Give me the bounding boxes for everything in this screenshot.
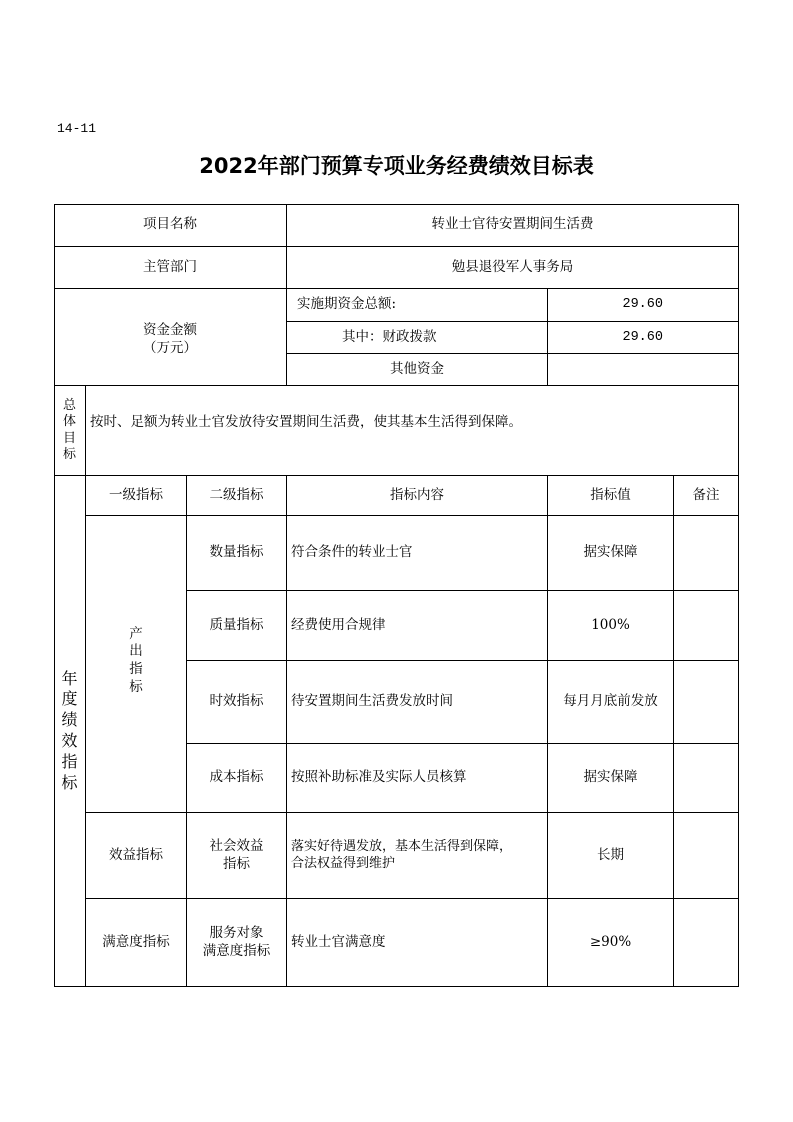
benefit-level1: 效益指标 [86,813,187,899]
row-content: 符合条件的转业士官 [287,516,548,591]
funds-total-label: 实施期资金总额: [287,289,548,322]
row-value: 每月月底前发放 [548,661,674,744]
overall-goal-label: 总 体 目 标 [54,386,86,476]
project-name-value: 转业士官待安置期间生活费 [287,204,739,247]
row-remark [674,591,739,661]
row-level2: 质量指标 [187,591,287,661]
satisfaction-level1: 满意度指标 [86,899,187,987]
row-content: 按照补助标准及实际人员核算 [287,744,548,813]
output-indicators-label: 产 出 指 标 [86,516,187,813]
benefit-level2: 社会效益 指标 [187,813,287,899]
page-title: 2022年部门预算专项业务经费绩效目标表 [199,154,594,178]
header-remark: 备注 [674,476,739,516]
header-level1: 一级指标 [86,476,187,516]
row-value: 据实保障 [548,516,674,591]
row-content: 待安置期间生活费发放时间 [287,661,548,744]
satisfaction-content: 转业士官满意度 [287,899,548,987]
header-value: 指标值 [548,476,674,516]
row-remark [674,661,739,744]
row-value: 100% [548,591,674,661]
dept-label: 主管部门 [54,247,287,289]
row-remark [674,744,739,813]
dept-value: 勉县退役军人事务局 [287,247,739,289]
row-content: 经费使用合规律 [287,591,548,661]
row-value: 据实保障 [548,744,674,813]
row-level2: 成本指标 [187,744,287,813]
form-code: 14-11 [57,121,97,136]
header-content: 指标内容 [287,476,548,516]
satisfaction-level2: 服务对象 满意度指标 [187,899,287,987]
funds-fiscal-value: 29.60 [548,322,739,354]
funds-total-value: 29.60 [548,289,739,322]
funds-other-value [548,354,739,386]
funds-fiscal-label: 其中：财政拨款 [287,322,548,354]
row-remark [674,516,739,591]
row-level2: 数量指标 [187,516,287,591]
funds-label-line2: （万元） [143,340,197,356]
satisfaction-value: ≥90% [548,899,674,987]
funds-label [54,289,287,386]
overall-goal-text: 按时、足额为转业士官发放待安置期间生活费，使其基本生活得到保障。 [86,386,739,476]
annual-indicators-label: 年 度 绩 效 指 标 [54,476,86,987]
funds-other-label: 其他资金 [287,354,548,386]
benefit-content: 落实好待遇发放，基本生活得到保障， 合法权益得到维护 [287,813,548,899]
header-level2: 二级指标 [187,476,287,516]
benefit-value: 长期 [548,813,674,899]
satisfaction-remark [674,899,739,987]
project-name-label: 项目名称 [54,204,287,247]
row-level2: 时效指标 [187,661,287,744]
benefit-remark [674,813,739,899]
funds-label-line1: 资金金额 [143,322,197,339]
